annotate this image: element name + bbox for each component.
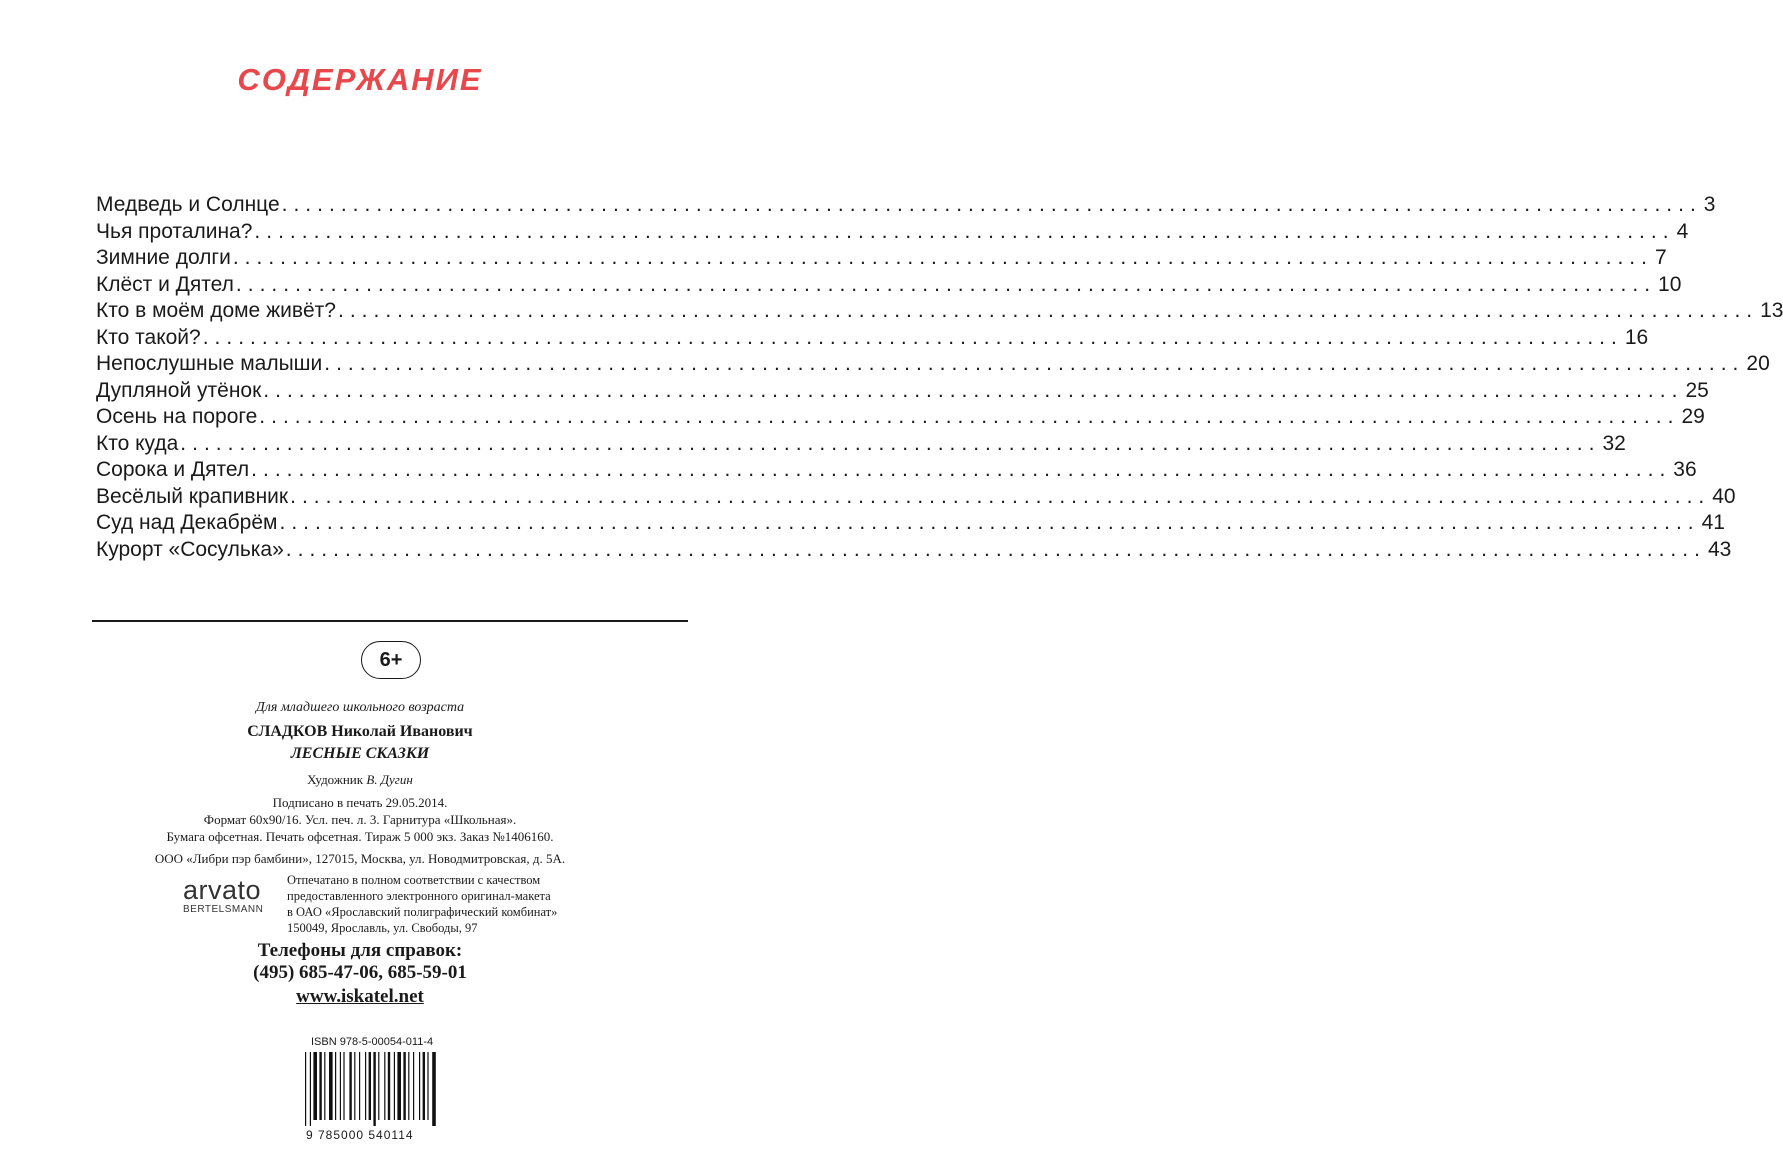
toc-title: Медведь и Солнце <box>96 193 280 216</box>
barcode-bar <box>432 1052 436 1126</box>
toc-page: 43 <box>1707 537 1732 561</box>
toc-title: Дупляной утёнок <box>96 378 262 402</box>
toc-title: Курорт «Сосулька» <box>96 537 284 561</box>
barcode-bar <box>354 1052 355 1120</box>
toc-row <box>96 219 1689 247</box>
barcode-bar <box>394 1052 395 1120</box>
toc-row <box>96 484 1736 512</box>
toc-page: 41 <box>1701 511 1725 534</box>
barcode-bar <box>419 1052 420 1120</box>
barcode-bar <box>310 1052 311 1126</box>
toc-page: 36 <box>1673 458 1697 481</box>
toc-dot-leader: ........................................................................................................................ <box>337 299 1759 322</box>
toc-title: Клёст и Дятел <box>96 272 234 296</box>
toc-dot-leader: ........................................................................................................................ <box>324 352 1745 375</box>
barcode-bar <box>329 1052 333 1120</box>
toc-row <box>96 193 1716 220</box>
toc-row <box>96 272 1682 300</box>
barcode-bar <box>369 1052 371 1120</box>
printer-line: Отпечатано в полном соответствии с качеством <box>287 873 541 887</box>
barcode-bar <box>378 1052 379 1120</box>
toc-dot-leader: ........................................................................................................................ <box>254 219 1675 243</box>
contents-title: СОДЕРЖАНИЕ <box>237 62 483 97</box>
barcode-bar <box>373 1052 375 1126</box>
toc-page: 29 <box>1681 405 1705 428</box>
printer-line: в ОАО «Ярославский полиграфический комбинат» <box>287 905 558 919</box>
barcode <box>299 1050 459 1142</box>
barcode-bar <box>397 1052 401 1120</box>
toc-row <box>96 511 1725 538</box>
toc-dot-leader: ........................................................................................................................ <box>232 246 1653 269</box>
print-line: Подписано в печать 29.05.2014. <box>272 795 448 810</box>
toc-dot-leader: ........................................................................................................................ <box>290 484 1711 508</box>
toc-row <box>96 458 1697 485</box>
divider <box>92 620 688 622</box>
toc-page: 25 <box>1685 378 1709 402</box>
toc-title: Сорока и Дятел <box>96 458 250 481</box>
toc-title: Кто куда <box>96 431 179 455</box>
print-line: Бумага офсетная. Печать офсетная. Тираж 5 000 экз. Заказ №1406160. <box>166 829 554 844</box>
toc-title: Кто в моём доме живёт? <box>96 299 336 322</box>
barcode-bar <box>403 1052 405 1120</box>
toc-title: Непослушные малыши <box>96 352 323 375</box>
barcode-bar <box>359 1052 360 1120</box>
toc-dot-leader: ........................................................................................................................ <box>263 378 1684 402</box>
printer-line: предоставленного электронного оригинал-макета <box>287 889 551 903</box>
barcode-bar <box>413 1052 414 1120</box>
phones-label: Телефоны для справок: <box>257 940 463 961</box>
barcode-bar <box>365 1052 366 1120</box>
toc-row <box>96 431 1626 459</box>
toc-page: 13 <box>1760 299 1783 322</box>
barcode-bars <box>299 1050 459 1126</box>
barcode-bar <box>324 1052 325 1120</box>
toc-dot-leader: ........................................................................................................................ <box>202 325 1623 349</box>
toc-dot-leader: ........................................................................................................................ <box>259 405 1680 428</box>
print-line: Формат 60x90/16. Усл. печ. л. 3. Гарнитура «Школьная». <box>203 812 517 827</box>
toc-dot-leader: ........................................................................................................................ <box>281 193 1702 216</box>
toc-row <box>96 299 1783 326</box>
book-title: ЛЕСНЫЕ СКАЗКИ <box>290 745 430 762</box>
author-surname: СЛАДКОВ <box>247 723 328 740</box>
arvato-logo-main: arvato <box>183 875 262 905</box>
author-name: Николай Иванович <box>331 723 473 740</box>
toc-title: Зимние долги <box>96 246 231 269</box>
barcode-bar <box>423 1052 425 1120</box>
age-note: Для младшего школьного возраста <box>255 700 465 715</box>
toc-row <box>96 325 1649 353</box>
barcode-bar <box>388 1052 390 1120</box>
website-link[interactable]: www.iskatel.net <box>296 986 424 1007</box>
author <box>0 723 720 741</box>
barcode-bar <box>340 1052 341 1120</box>
table-of-contents <box>96 193 1783 564</box>
illustrator <box>0 772 720 788</box>
toc-dot-leader: ........................................................................................................................ <box>285 537 1706 561</box>
toc-page: 10 <box>1658 272 1682 296</box>
toc-title: Осень на пороге <box>96 405 258 428</box>
toc-title: Чья проталина? <box>96 219 253 243</box>
age-rating-badge: 6+ <box>361 641 421 679</box>
toc-dot-leader: ........................................................................................................................ <box>235 272 1657 296</box>
barcode-bar <box>427 1052 428 1120</box>
illustrator-name: В. Дугин <box>366 772 413 787</box>
phones: (495) 685-47-06, 685-59-01 <box>253 962 467 983</box>
toc-row <box>96 405 1705 432</box>
barcode-bar <box>343 1052 344 1120</box>
barcode-bar <box>335 1052 336 1120</box>
toc-dot-leader: ........................................................................................................................ <box>180 431 1601 455</box>
barcode-bar <box>408 1052 409 1120</box>
barcode-bar <box>319 1052 321 1120</box>
barcode-bar <box>349 1052 351 1120</box>
toc-row <box>96 537 1732 565</box>
toc-row <box>96 246 1667 273</box>
barcode-bar <box>384 1052 385 1120</box>
printer-line: 150049, Ярославль, ул. Свободы, 97 <box>287 921 478 935</box>
barcode-bar <box>305 1052 306 1126</box>
toc-page: 20 <box>1746 352 1770 375</box>
toc-title: Суд над Декабрём <box>96 511 278 534</box>
isbn: ISBN 978-5-00054-011-4 <box>311 1036 434 1048</box>
toc-page: 40 <box>1712 484 1736 508</box>
barcode-bar <box>313 1052 317 1120</box>
toc-title: Весёлый крапивник <box>96 484 289 508</box>
barcode-digits: 9 785000 540114 <box>306 1128 414 1142</box>
toc-row <box>96 378 1709 406</box>
toc-page: 32 <box>1602 431 1626 455</box>
toc-page: 4 <box>1676 219 1689 243</box>
toc-row <box>96 352 1770 379</box>
toc-dot-leader: ........................................................................................................................ <box>279 511 1700 534</box>
toc-title: Кто такой? <box>96 325 201 349</box>
print-line: ООО «Либри пэр бамбини», 127015, Москва, ул. Новодмитровская, д. 5А. <box>154 851 566 866</box>
arvato-logo-sub: BERTELSMANN <box>183 904 264 915</box>
toc-page: 3 <box>1703 193 1716 216</box>
illustrator-label: Художник <box>307 772 364 787</box>
toc-page: 7 <box>1654 246 1667 269</box>
toc-dot-leader: ........................................................................................................................ <box>251 458 1672 481</box>
arvato-logo <box>183 876 283 915</box>
printer-text <box>287 872 557 936</box>
toc-page: 16 <box>1624 325 1649 349</box>
